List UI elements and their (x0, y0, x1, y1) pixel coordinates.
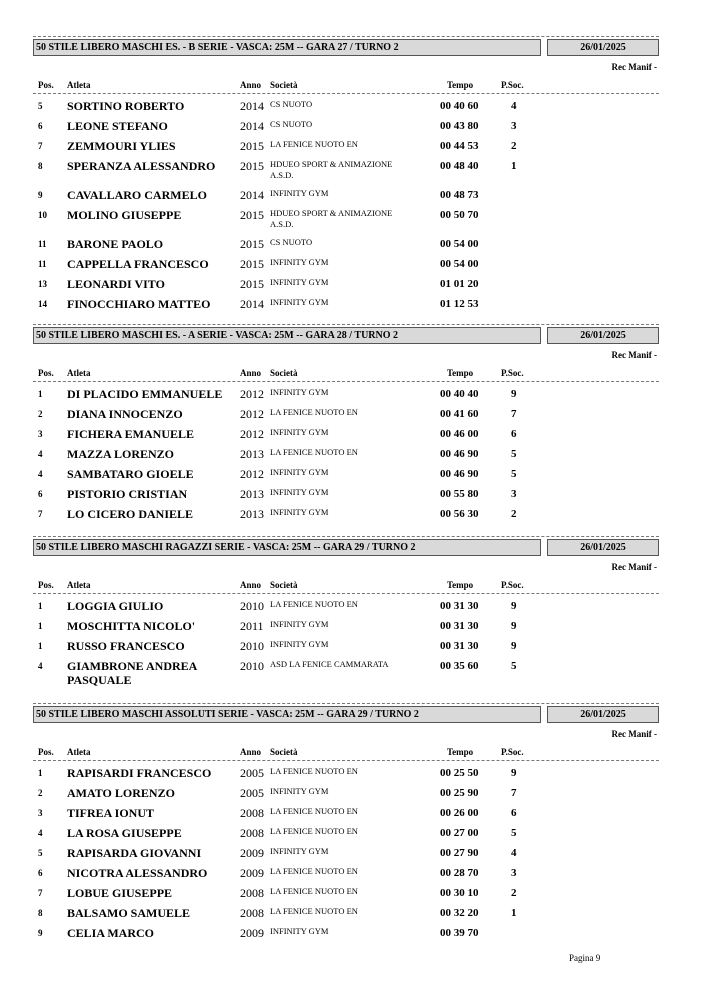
club-points: 5 (511, 660, 517, 672)
athlete-name: DI PLACIDO EMMANUELE (67, 387, 223, 401)
table-row (0, 786, 707, 806)
club-points: 2 (511, 140, 517, 152)
position-cell: 8 (38, 908, 43, 918)
position-cell: 11 (38, 239, 47, 249)
column-header-points: P.Soc. (501, 747, 524, 757)
birth-year: 2015 (240, 237, 264, 251)
club-points: 9 (511, 600, 517, 612)
birth-year: 2010 (240, 599, 264, 613)
column-header-athlete: Atleta (67, 747, 91, 757)
record-label: Rec Manif - (611, 350, 657, 360)
club-name: INFINITY GYM (270, 297, 329, 307)
column-header-athlete: Atleta (67, 580, 91, 590)
race-time: 01 12 53 (440, 298, 479, 310)
athlete-name: CELIA MARCO (67, 926, 155, 940)
race-time: 00 41 60 (440, 408, 479, 420)
club-name: LA FENICE NUOTO EN (270, 139, 358, 149)
position-cell: 11 (38, 259, 47, 269)
club-name: CS NUOTO (270, 99, 313, 109)
race-title: 50 STILE LIBERO MASCHI ASSOLUTI SERIE - VASCA: 25M -- GARA 29 / TURNO 2 (33, 706, 541, 723)
birth-year: 2012 (240, 427, 264, 441)
record-label: Rec Manif - (611, 562, 657, 572)
table-row (0, 188, 707, 208)
table-row (0, 277, 707, 297)
record-label: Rec Manif - (611, 729, 657, 739)
divider-line (33, 760, 659, 761)
position-cell: 6 (38, 489, 43, 499)
athlete-name: MOLINO GIUSEPPE (67, 208, 182, 222)
column-header-year: Anno (240, 80, 262, 90)
column-header-points: P.Soc. (501, 580, 524, 590)
position-cell: 4 (38, 661, 43, 671)
column-header-time: Tempo (447, 580, 474, 590)
table-row (0, 906, 707, 926)
athlete-name: BARONE PAOLO (67, 237, 164, 251)
race-time: 00 31 30 (440, 620, 479, 632)
position-cell: 1 (38, 641, 43, 651)
club-name: LA FENICE NUOTO EN (270, 826, 358, 836)
athlete-name: LOGGIA GIULIO (67, 599, 164, 613)
results-table (0, 99, 707, 317)
birth-year: 2013 (240, 447, 264, 461)
column-header-pos: Pos. (38, 368, 54, 378)
race-time: 00 25 50 (440, 767, 479, 779)
club-points: 3 (511, 488, 517, 500)
birth-year: 2009 (240, 866, 264, 880)
race-time: 00 28 70 (440, 867, 479, 879)
club-points: 9 (511, 640, 517, 652)
birth-year: 2008 (240, 906, 264, 920)
column-header-row (0, 80, 707, 92)
position-cell: 3 (38, 808, 43, 818)
club-points: 9 (511, 388, 517, 400)
club-points: 5 (511, 448, 517, 460)
club-name: INFINITY GYM (270, 846, 329, 856)
column-header-pos: Pos. (38, 580, 54, 590)
table-row (0, 387, 707, 407)
position-cell: 2 (38, 409, 43, 419)
athlete-name: RAPISARDA GIOVANNI (67, 846, 202, 860)
club-name: INFINITY GYM (270, 487, 329, 497)
position-cell: 1 (38, 389, 43, 399)
birth-year: 2015 (240, 208, 264, 222)
table-row (0, 619, 707, 639)
club-points: 2 (511, 887, 517, 899)
club-name: INFINITY GYM (270, 277, 329, 287)
race-title: 50 STILE LIBERO MASCHI ES. - A SERIE - VASCA: 25M -- GARA 28 / TURNO 2 (33, 327, 541, 344)
athlete-name: BALSAMO SAMUELE (67, 906, 191, 920)
race-date: 26/01/2025 (547, 39, 659, 56)
race-date: 26/01/2025 (547, 706, 659, 723)
birth-year: 2014 (240, 99, 264, 113)
birth-year: 2012 (240, 467, 264, 481)
club-name: INFINITY GYM (270, 427, 329, 437)
athlete-name: SAMBATARO GIOELE (67, 467, 194, 481)
birth-year: 2013 (240, 507, 264, 521)
race-time: 00 46 90 (440, 448, 479, 460)
results-table (0, 599, 707, 688)
race-date: 26/01/2025 (547, 539, 659, 556)
club-name: LA FENICE NUOTO EN (270, 906, 358, 916)
club-name: INFINITY GYM (270, 619, 329, 629)
column-header-year: Anno (240, 747, 262, 757)
table-row (0, 926, 707, 946)
table-row (0, 99, 707, 119)
club-points: 6 (511, 428, 517, 440)
club-points: 7 (511, 787, 517, 799)
table-row (0, 159, 707, 188)
position-cell: 4 (38, 828, 43, 838)
club-points: 4 (511, 100, 517, 112)
table-row (0, 806, 707, 826)
table-row (0, 237, 707, 257)
club-name: HDUEO SPORT & ANIMAZIONE A.S.D. (270, 208, 393, 229)
position-cell: 9 (38, 928, 43, 938)
column-header-points: P.Soc. (501, 368, 524, 378)
athlete-name: FINOCCHIARO MATTEO (67, 297, 211, 311)
race-time: 00 39 70 (440, 927, 479, 939)
column-header-club: Società (270, 580, 298, 590)
position-cell: 14 (38, 299, 47, 309)
race-date: 26/01/2025 (547, 327, 659, 344)
athlete-name: FICHERA EMANUELE (67, 427, 195, 441)
position-cell: 2 (38, 788, 43, 798)
race-time: 00 43 80 (440, 120, 479, 132)
position-cell: 1 (38, 768, 43, 778)
position-cell: 4 (38, 449, 43, 459)
athlete-name: LEONE STEFANO (67, 119, 168, 133)
divider-line (33, 593, 659, 594)
club-name: LA FENICE NUOTO EN (270, 886, 358, 896)
club-name: ASD LA FENICE CAMMARATA (270, 659, 389, 669)
race-time: 00 30 10 (440, 887, 479, 899)
race-title: 50 STILE LIBERO MASCHI ES. - B SERIE - VASCA: 25M -- GARA 27 / TURNO 2 (33, 39, 541, 56)
athlete-name: ZEMMOURI YLIES (67, 139, 176, 153)
birth-year: 2014 (240, 297, 264, 311)
club-name: LA FENICE NUOTO EN (270, 866, 358, 876)
athlete-name: RAPISARDI FRANCESCO (67, 766, 212, 780)
column-header-row (0, 580, 707, 592)
birth-year: 2015 (240, 139, 264, 153)
birth-year: 2013 (240, 487, 264, 501)
club-points: 4 (511, 847, 517, 859)
column-header-pos: Pos. (38, 747, 54, 757)
position-cell: 6 (38, 868, 43, 878)
race-time: 00 40 60 (440, 100, 479, 112)
table-row (0, 766, 707, 786)
athlete-name: RUSSO FRANCESCO (67, 639, 185, 653)
club-points: 1 (511, 160, 517, 172)
birth-year: 2014 (240, 188, 264, 202)
club-name: HDUEO SPORT & ANIMAZIONE A.S.D. (270, 159, 393, 180)
race-time: 01 01 20 (440, 278, 479, 290)
birth-year: 2008 (240, 806, 264, 820)
race-time: 00 48 40 (440, 160, 479, 172)
birth-year: 2010 (240, 659, 264, 673)
club-name: LA FENICE NUOTO EN (270, 407, 358, 417)
birth-year: 2010 (240, 639, 264, 653)
race-time: 00 46 90 (440, 468, 479, 480)
race-time: 00 31 30 (440, 600, 479, 612)
divider-line (33, 536, 659, 537)
race-time: 00 48 73 (440, 189, 479, 201)
record-label: Rec Manif - (611, 62, 657, 72)
club-name: INFINITY GYM (270, 786, 329, 796)
column-header-athlete: Atleta (67, 368, 91, 378)
birth-year: 2009 (240, 846, 264, 860)
race-time: 00 55 80 (440, 488, 479, 500)
page-number: Pagina 9 (569, 953, 601, 963)
position-cell: 7 (38, 141, 43, 151)
race-time: 00 40 40 (440, 388, 479, 400)
athlete-name: MAZZA LORENZO (67, 447, 175, 461)
birth-year: 2005 (240, 766, 264, 780)
athlete-name: CAPPELLA FRANCESCO (67, 257, 209, 271)
race-time: 00 27 90 (440, 847, 479, 859)
club-name: INFINITY GYM (270, 387, 329, 397)
table-row (0, 599, 707, 619)
race-time: 00 56 30 (440, 508, 479, 520)
position-cell: 7 (38, 509, 43, 519)
athlete-name: LO CICERO DANIELE (67, 507, 194, 521)
race-time: 00 26 00 (440, 807, 479, 819)
race-time: 00 32 20 (440, 907, 479, 919)
position-cell: 13 (38, 279, 47, 289)
birth-year: 2015 (240, 257, 264, 271)
table-row (0, 139, 707, 159)
table-row (0, 407, 707, 427)
athlete-name: LA ROSA GIUSEPPE (67, 826, 182, 840)
race-time: 00 35 60 (440, 660, 479, 672)
club-name: CS NUOTO (270, 237, 313, 247)
club-name: CS NUOTO (270, 119, 313, 129)
table-row (0, 866, 707, 886)
divider-line (33, 36, 659, 37)
table-row (0, 208, 707, 237)
column-header-time: Tempo (447, 80, 474, 90)
birth-year: 2012 (240, 387, 264, 401)
athlete-name: DIANA INNOCENZO (67, 407, 183, 421)
athlete-name: AMATO LORENZO (67, 786, 175, 800)
divider-line (33, 93, 659, 94)
club-points: 9 (511, 620, 517, 632)
birth-year: 2011 (240, 619, 264, 633)
club-points: 7 (511, 408, 517, 420)
birth-year: 2014 (240, 119, 264, 133)
table-row (0, 447, 707, 467)
position-cell: 9 (38, 190, 43, 200)
column-header-year: Anno (240, 368, 262, 378)
race-time: 00 31 30 (440, 640, 479, 652)
race-time: 00 25 90 (440, 787, 479, 799)
column-header-club: Società (270, 80, 298, 90)
club-points: 2 (511, 508, 517, 520)
results-table (0, 387, 707, 527)
club-name: INFINITY GYM (270, 639, 329, 649)
position-cell: 7 (38, 888, 43, 898)
race-time: 00 54 00 (440, 258, 479, 270)
table-row (0, 886, 707, 906)
club-name: LA FENICE NUOTO EN (270, 599, 358, 609)
athlete-name: TIFREA IONUT (67, 806, 155, 820)
birth-year: 2015 (240, 159, 264, 173)
column-header-time: Tempo (447, 747, 474, 757)
birth-year: 2005 (240, 786, 264, 800)
results-table (0, 766, 707, 946)
position-cell: 8 (38, 161, 43, 171)
club-name: INFINITY GYM (270, 467, 329, 477)
athlete-name: NICOTRA ALESSANDRO (67, 866, 208, 880)
table-row (0, 639, 707, 659)
club-points: 3 (511, 867, 517, 879)
race-time: 00 50 70 (440, 209, 479, 221)
athlete-name: SORTINO ROBERTO (67, 99, 185, 113)
birth-year: 2012 (240, 407, 264, 421)
athlete-name: LOBUE GIUSEPPE (67, 886, 173, 900)
birth-year: 2015 (240, 277, 264, 291)
club-points: 3 (511, 120, 517, 132)
club-name: INFINITY GYM (270, 926, 329, 936)
divider-line (33, 703, 659, 704)
athlete-name: PISTORIO CRISTIAN (67, 487, 188, 501)
table-row (0, 826, 707, 846)
column-header-year: Anno (240, 580, 262, 590)
position-cell: 1 (38, 621, 43, 631)
athlete-name: LEONARDI VITO (67, 277, 165, 291)
table-row (0, 659, 707, 688)
table-row (0, 119, 707, 139)
column-header-time: Tempo (447, 368, 474, 378)
table-row (0, 846, 707, 866)
column-header-athlete: Atleta (67, 80, 91, 90)
athlete-name: GIAMBRONE ANDREA PASQUALE (67, 659, 197, 687)
race-time: 00 54 00 (440, 238, 479, 250)
club-name: INFINITY GYM (270, 257, 329, 267)
table-row (0, 297, 707, 317)
table-row (0, 507, 707, 527)
position-cell: 10 (38, 210, 47, 220)
race-time: 00 44 53 (440, 140, 479, 152)
athlete-name: CAVALLARO CARMELO (67, 188, 207, 202)
club-points: 1 (511, 907, 517, 919)
club-points: 5 (511, 468, 517, 480)
divider-line (33, 324, 659, 325)
club-points: 5 (511, 827, 517, 839)
race-time: 00 46 00 (440, 428, 479, 440)
column-header-row (0, 368, 707, 380)
club-points: 9 (511, 767, 517, 779)
position-cell: 1 (38, 601, 43, 611)
divider-line (33, 381, 659, 382)
column-header-points: P.Soc. (501, 80, 524, 90)
club-name: LA FENICE NUOTO EN (270, 447, 358, 457)
position-cell: 3 (38, 429, 43, 439)
athlete-name: SPERANZA ALESSANDRO (67, 159, 216, 173)
position-cell: 5 (38, 848, 43, 858)
position-cell: 4 (38, 469, 43, 479)
birth-year: 2008 (240, 826, 264, 840)
table-row (0, 487, 707, 507)
club-name: INFINITY GYM (270, 188, 329, 198)
table-row (0, 427, 707, 447)
athlete-name: MOSCHITTA NICOLO' (67, 619, 196, 633)
club-points: 6 (511, 807, 517, 819)
column-header-row (0, 747, 707, 759)
column-header-pos: Pos. (38, 80, 54, 90)
table-row (0, 467, 707, 487)
race-time: 00 27 00 (440, 827, 479, 839)
club-name: INFINITY GYM (270, 507, 329, 517)
column-header-club: Società (270, 368, 298, 378)
position-cell: 5 (38, 101, 43, 111)
club-name: LA FENICE NUOTO EN (270, 806, 358, 816)
table-row (0, 257, 707, 277)
birth-year: 2008 (240, 886, 264, 900)
race-title: 50 STILE LIBERO MASCHI RAGAZZI SERIE - VASCA: 25M -- GARA 29 / TURNO 2 (33, 539, 541, 556)
birth-year: 2009 (240, 926, 264, 940)
column-header-club: Società (270, 747, 298, 757)
club-name: LA FENICE NUOTO EN (270, 766, 358, 776)
position-cell: 6 (38, 121, 43, 131)
